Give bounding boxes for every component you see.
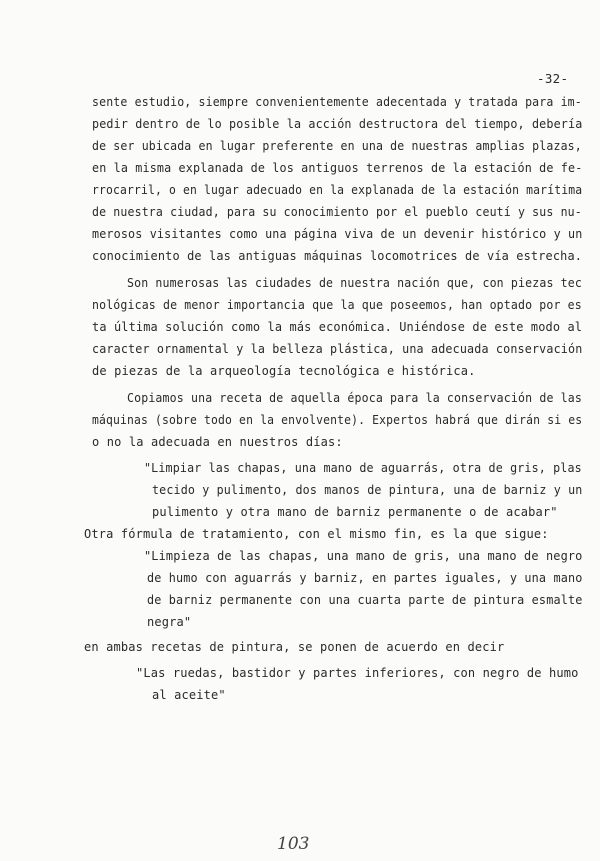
text-line: o no la adecuada en nuestros días: <box>92 435 343 449</box>
page-number: -32- <box>537 71 569 86</box>
text-line: nológicas de menor importancia que la que poseemos, han optado por es <box>92 298 582 312</box>
text-line: merosos visitantes como una página viva de un devenir histórico y un <box>92 227 583 241</box>
text-line: sente estudio, siempre convenientemente adecentada y tratada para im- <box>92 95 582 109</box>
quote-line: negra" <box>147 615 192 629</box>
text-line: pedir dentro de lo posible la acción destructora del tiempo, debería <box>92 117 583 131</box>
quote-line: "Limpieza de las chapas, una mano de gris, una mano de negro <box>144 549 583 563</box>
quote-line: pulimento y otra mano de barniz permanente o de acabar" <box>152 505 558 519</box>
text-line: conocimiento de las antiguas máquinas locomotrices de vía estrecha. <box>92 249 583 263</box>
quote-line: de humo con aguarrás y barniz, en partes iguales, y una mano <box>147 571 583 585</box>
quote-line: "Limpiar las chapas, una mano de aguarrás, otra de gris, plas <box>144 461 582 475</box>
text-line: de piezas de la arqueología tecnológica e histórica. <box>92 364 476 378</box>
text-line: máquinas (sobre todo en la envolvente). Expertos habrá que dirán si es <box>92 413 583 427</box>
quote-line: al aceite" <box>152 688 226 702</box>
text-line: Son numerosas las ciudades de nuestra nación que, con piezas tec <box>127 276 582 290</box>
handwritten-folio-number: 103 <box>277 834 310 854</box>
quote-line: tecido y pulimento, dos manos de pintura, una de barniz y un <box>152 483 583 497</box>
text-line: caracter ornamental y la belleza plástica, una adecuada conservación <box>92 342 583 356</box>
quote-line: "Las ruedas, bastidor y partes inferiores, con negro de humo <box>136 666 579 680</box>
text-line: de ser ubicada en lugar preferente en una de nuestras amplias plazas, <box>92 139 582 153</box>
quote-line: de barniz permanente con una cuarta parte de pintura esmalte <box>147 593 583 607</box>
text-line: ta última solución como la más económica. Uniéndose de este modo al <box>92 320 583 334</box>
text-line: Copiamos una receta de aquella época para la conservación de las <box>127 391 582 405</box>
text-line: de nuestra ciudad, para su conocimiento por el pueblo ceutí y sus nu- <box>92 205 582 219</box>
text-line: Otra fórmula de tratamiento, con el mismo fin, es la que sigue: <box>84 527 549 541</box>
text-line: en la misma explanada de los antiguos terrenos de la estación de fe- <box>92 161 583 175</box>
text-line: rrocarril, o en lugar adecuado en la explanada de la estación marítima <box>92 183 583 197</box>
text-line: en ambas recetas de pintura, se ponen de acuerdo en decir <box>84 640 505 654</box>
